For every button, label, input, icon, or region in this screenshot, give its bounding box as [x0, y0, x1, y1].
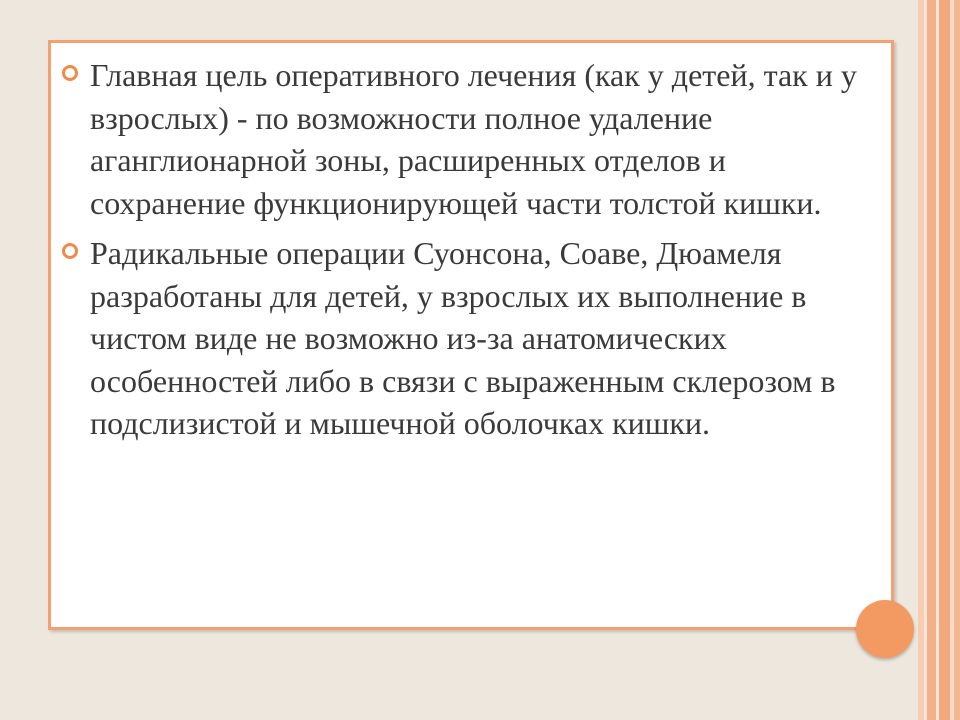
bullet-text-1: Главная цель оперативного лечения (как у детей, так и у взрослых) - по возможности полное удаление аганглионарной зоны, расширенных отделов и сохранение функционирующей части толстой кишки. [90, 57, 857, 221]
slide-body [62, 54, 862, 453]
decorative-circle [856, 600, 914, 658]
circle-bullet-icon [62, 243, 78, 259]
decorative-stripes [918, 0, 960, 720]
bullet-item-1 [62, 54, 862, 224]
bullet-text-2: Радикальные операции Суонсона, Соаве, Дюамеля разработаны для детей, у взрослых их выполнение в чистом виде не возможно из-за анатомических особенностей либо в связи с выраженным склерозом в подслизистой и мышечной оболочках кишки. [90, 235, 836, 441]
bullet-item-2 [62, 232, 862, 445]
circle-bullet-icon [62, 65, 78, 81]
